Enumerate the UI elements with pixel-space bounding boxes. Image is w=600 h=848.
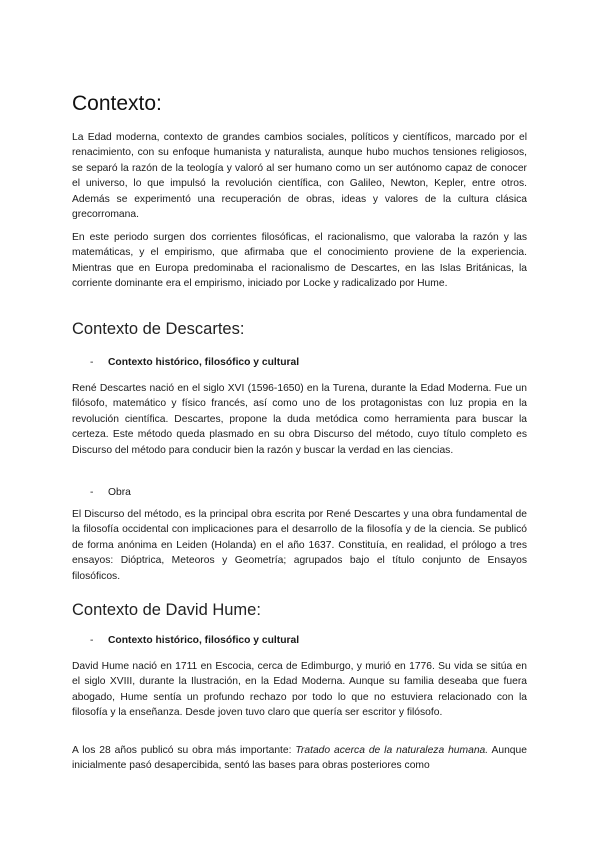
page-title: Contexto: bbox=[72, 92, 162, 115]
hume-paragraph-2 bbox=[72, 743, 527, 774]
descartes-heading: Contexto de Descartes: bbox=[72, 320, 245, 338]
descartes-paragraph-1: René Descartes nació en el siglo XVI (1596-1650) en la Turena, durante la Edad Moderna. Fue un filósofo, matemático y físico francés, así como uno de los protagonistas con luz propia en la revolución científica. Descartes, propone la duda metódica como herramienta para buscar la certeza. Este método queda plasmado en su obra Discurso del método, cuyo título completo es Discurso del método para conducir bien la razón y buscar la verdad en las ciencias. bbox=[72, 383, 527, 456]
bullet-dash: - bbox=[90, 357, 94, 368]
intro-paragraph-2: En este periodo surgen dos corrientes filosóficas, el racionalismo, que valoraba la razón y las matemáticas, y el empirismo, que afirmaba que el conocimiento proviene de la experiencia. Mientras que en Europa predominaba el racionalismo de Descartes, en las Islas Británicas, la corriente dominante era el empirismo, iniciado por Locke y radicalizado por Hume. bbox=[72, 232, 527, 290]
bullet-label: Obra bbox=[108, 487, 131, 498]
hume-p2-continuation: Aunque inicialmente pasó desapercibida, sentó las bases para obras posteriores como bbox=[72, 745, 527, 772]
hume-p2-text: A los 28 años publicó su obra más importante: bbox=[72, 745, 296, 756]
descartes-bullet-work bbox=[90, 485, 131, 500]
descartes-paragraph-2: El Discurso del método, es la principal obra escrita por René Descartes y una obra fundamental de la filosofía occidental con implicaciones para el desarrollo de la filosofía y de la ciencia. Se publicó de forma anónima en Leiden (Holanda) en el año 1637. Constituía, en realidad, el prólogo a tres ensayos: Dióptrica, Meteoros y Geometría; agrupados bajo el título conjunto de Ensayos filosóficos. bbox=[72, 509, 527, 582]
intro-paragraph-1: La Edad moderna, contexto de grandes cambios sociales, políticos y científicos, marcado por el renacimiento, con su enfoque humanista y naturalista, aunque hubo muchos tensiones religiosos, se separó la razón de la teología y valoró al ser humano como un ser autónomo capaz de conocer el universo, lo que impulsó la revolución científica, con Galileo, Newton, Kepler, entre otros. Además se experimentó una recuperación de obras, ideas y valores de la cultura clásica grecorromana. bbox=[72, 132, 527, 221]
hume-heading: Contexto de David Hume: bbox=[72, 601, 261, 619]
hume-paragraph-1: David Hume nació en 1711 en Escocia, cerca de Edimburgo, y murió en 1776. Su vida se sitúa en el siglo XVIII, durante la Ilustración, en la Edad Moderna. Aunque su familia deseaba que fuera abogado, Hume sentía un profundo rechazo por todo lo que no estuviera relacionado con la filosofía y la enseñanza. Desde joven tuvo claro que quería ser escritor y filósofo. bbox=[72, 661, 527, 719]
bullet-label: Contexto histórico, filosófico y cultural bbox=[108, 357, 300, 368]
descartes-bullet-context bbox=[90, 355, 299, 370]
hume-bullet-context bbox=[90, 633, 299, 648]
bullet-dash: - bbox=[90, 635, 94, 646]
bullet-label: Contexto histórico, filosófico y cultural bbox=[108, 635, 300, 646]
book-title: Tratado acerca de la naturaleza humana. bbox=[295, 745, 489, 756]
bullet-dash: - bbox=[90, 487, 94, 498]
